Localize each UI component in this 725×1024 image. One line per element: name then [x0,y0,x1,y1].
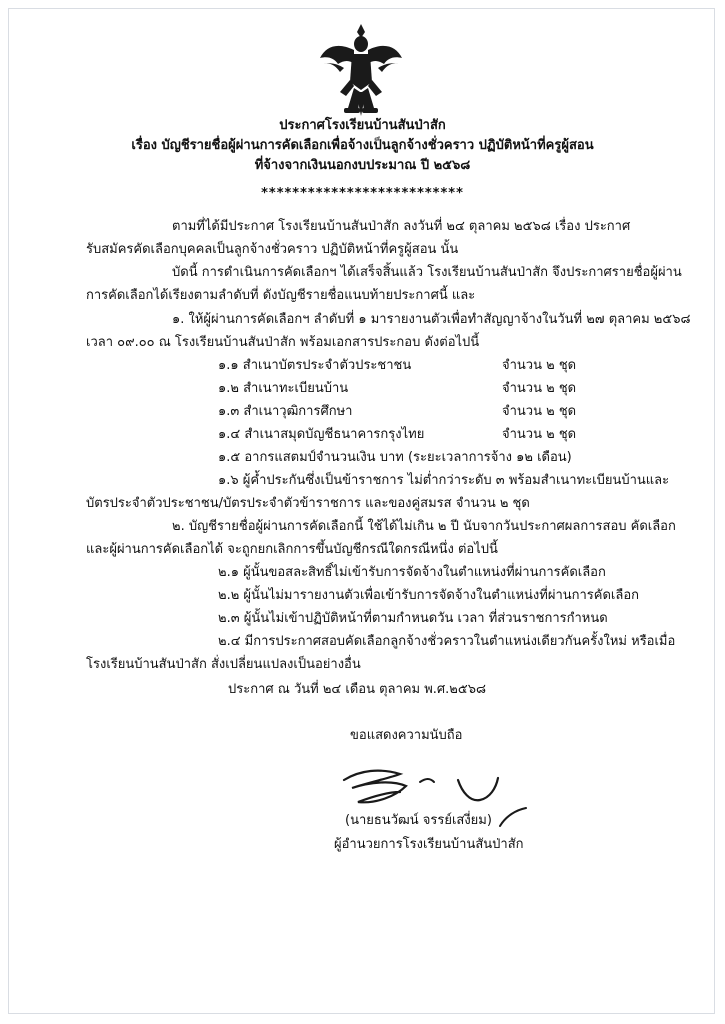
title-separator: ************************** [261,186,464,201]
doc-item-label: ๑.๑ สำเนาบัตรประจำตัวประชาชน [218,358,412,373]
doc-item-guarantor-line-2: บัตรประจำตัวประชาชน/บัตรประจำตัวข้าราชการ และของคู่สมรส จำนวน ๒ ชุด [86,496,530,511]
doc-item-qty: จำนวน ๒ ชุด [502,404,577,419]
paragraph-2-line-1: บัดนี้ การดำเนินการคัดเลือกฯ ได้เสร็จสิ้นแล้ว โรงเรียนบ้านสันป่าสัก จึงประกาศรายชื่อผู้ผ่าน [172,265,682,280]
paragraph-2-line-2: การคัดเลือกได้เรียงตามลำดับที่ ดังบัญชีรายชื่อแนบท้ายประกาศนี้ และ [86,288,476,303]
closing-regards: ขอแสดงความนับถือ [350,728,463,743]
title-line-2: เรื่อง บัญชีรายชื่อผู้ผ่านการคัดเลือกเพื่อจ้างเป็นลูกจ้างชั่วคราว ปฏิบัติหน้าที่ครูผู้สอน [131,138,594,153]
garuda-emblem-icon [318,20,404,120]
doc-item-qty: จำนวน ๒ ชุด [502,427,577,442]
signer-position: ผู้อำนวยการโรงเรียนบ้านสันป่าสัก [334,837,524,852]
item-2-line-2: และผู้ผ่านการคัดเลือกได้ จะถูกยกเลิกการขึ้นบัญชีกรณีใดกรณีหนึ่ง ต่อไปนี้ [86,542,498,557]
doc-item-qty: จำนวน ๒ ชุด [502,358,577,373]
doc-item-qty: จำนวน ๒ ชุด [502,381,577,396]
item-2-line-1: ๒. บัญชีรายชื่อผู้ผ่านการคัดเลือกนี้ ใช้ได้ไม่เกิน ๒ ปี นับจากวันประกาศผลการสอบ คัดเลือก [172,519,676,534]
doc-item-label: ๑.๓ สำเนาวุฒิการศึกษา [218,404,353,419]
signer-name: (นายธนวัฒน์ จรรย์เสงี่ยม) [345,813,492,828]
item-2-3: ๒.๓ ผู้นั้นไม่เข้าปฏิบัติหน้าที่ตามกำหนดวัน เวลา ที่ส่วนราชการกำหนด [218,611,608,626]
item-2-4-line-2: โรงเรียนบ้านสันป่าสัก สั่งเปลี่ยนแปลงเป็นอย่างอื่น [86,657,361,672]
doc-item-label: ๑.๔ สำเนาสมุดบัญชีธนาคารกรุงไทย [218,427,425,442]
item-2-1: ๒.๑ ผู้นั้นขอสละสิทธิ์ไม่เข้ารับการจัดจ้างในตำแหน่งที่ผ่านการคัดเลือก [218,565,606,580]
doc-item-guarantor-line-1: ๑.๖ ผู้ค้ำประกันซึ่งเป็นข้าราชการ ไม่ต่ำกว่าระดับ ๓ พร้อมสำเนาทะเบียนบ้านและ [218,473,670,488]
paragraph-1-line-1: ตามที่ได้มีประกาศ โรงเรียนบ้านสันป่าสัก ลงวันที่ ๒๔ ตุลาคม ๒๕๖๘ เรื่อง ประกาศ [172,219,631,234]
paragraph-1-line-2: รับสมัครคัดเลือกบุคคลเป็นลูกจ้างชั่วคราว ปฏิบัติหน้าที่ครูผู้สอน นั้น [86,242,459,257]
item-1-line-1: ๑. ให้ผู้ผ่านการคัดเลือกฯ ลำดับที่ ๑ มารายงานตัวเพื่อทำสัญญาจ้างในวันที่ ๒๗ ตุลาคม ๒๕๖๘ [172,312,691,327]
doc-item-stamp: ๑.๕ อากรแสตมป์จำนวนเงิน บาท (ระยะเวลาการจ้าง ๑๒ เดือน) [218,450,572,465]
announcement-date: ประกาศ ณ วันที่ ๒๔ เดือน ตุลาคม พ.ศ.๒๕๖๘ [228,682,486,697]
item-2-2: ๒.๒ ผู้นั้นไม่มารายงานตัวเพื่อเข้ารับการจัดจ้างในตำแหน่งที่ผ่านการคัดเลือก [218,588,640,603]
item-2-4-line-1: ๒.๔ มีการประกาศสอบคัดเลือกลูกจ้างชั่วคราวในตำแหน่งเดียวกันครั้งใหม่ หรือเมื่อ [218,634,676,649]
item-1-line-2: เวลา ๐๙.๐๐ ณ โรงเรียนบ้านสันป่าสัก พร้อมเอกสารประกอบ ดังต่อไปนี้ [86,335,480,350]
title-line-1: ประกาศโรงเรียนบ้านสันป่าสัก [279,118,446,133]
doc-item-label: ๑.๒ สำเนาทะเบียนบ้าน [218,381,349,396]
title-line-3: ที่จ้างจากเงินนอกงบประมาณ ปี ๒๕๖๘ [254,158,471,173]
